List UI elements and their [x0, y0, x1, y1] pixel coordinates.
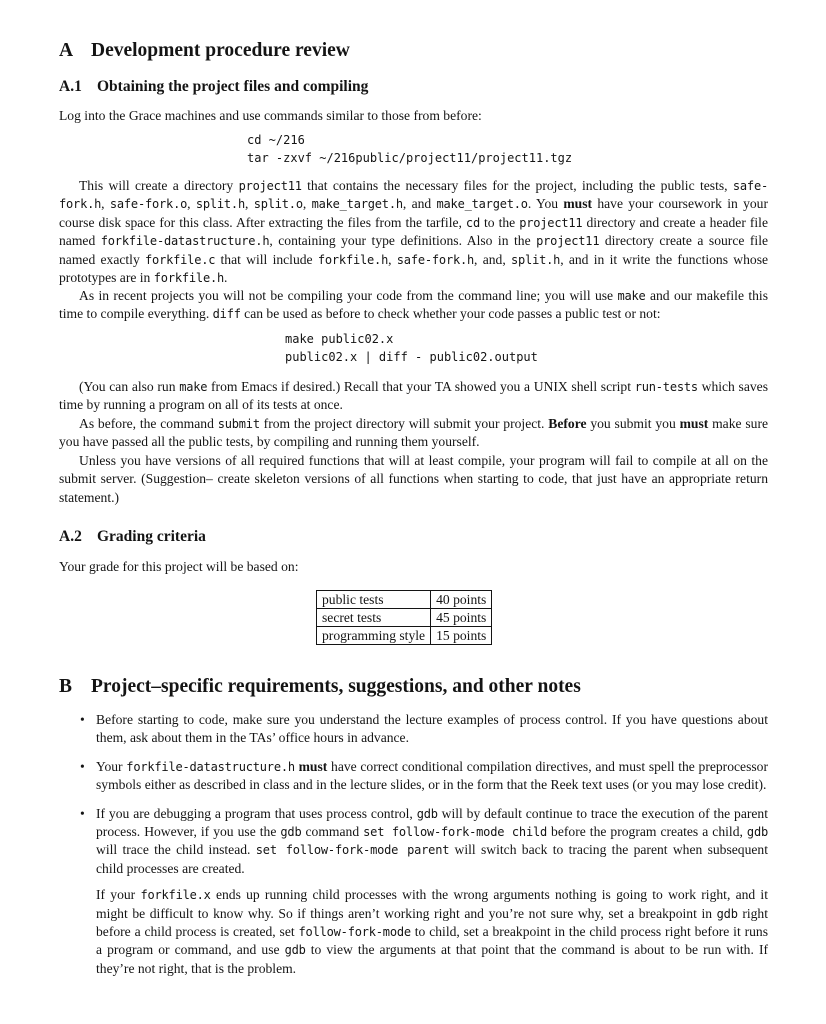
bullet-symbol: • — [80, 712, 85, 727]
inline-code: make_target.h — [311, 197, 403, 212]
inline-code: forkfile.x — [140, 888, 211, 903]
requirements-list — [80, 711, 768, 978]
inline-code: project11 — [536, 234, 600, 249]
grading-item: public tests — [317, 591, 431, 609]
section-b-heading — [59, 676, 581, 698]
inline-code: cd — [465, 215, 480, 230]
code-line: tar -zxvf ~/216public/project11/project11.tgz — [247, 151, 573, 166]
inline-code: gdb — [716, 906, 738, 921]
inline-code: project11 — [519, 215, 583, 230]
inline-code: forkfile.h — [153, 271, 225, 286]
inline-code: gdb — [284, 943, 306, 958]
emphasis-text: Before — [548, 416, 587, 431]
inline-code: split.h — [195, 197, 245, 212]
inline-code: make — [617, 289, 646, 303]
grading-points: 40 points — [431, 591, 492, 609]
inline-code: gdb — [746, 825, 768, 840]
inline-code: follow-fork-mode — [298, 925, 411, 940]
grading-item: secret tests — [317, 609, 431, 627]
inline-code: safe-fork.h — [396, 252, 475, 267]
paragraph-run-tests: (You can also run make from Emacs if desired.) Recall that your TA showed you a UNIX shell script run-tests which saves time by running a program on all of its tests at once. — [59, 379, 768, 413]
section-a-number: A — [59, 40, 74, 61]
subsection-a1-number: A.1 — [59, 78, 82, 95]
section-a-title: Development procedure review — [91, 40, 350, 61]
inline-code: split.h — [511, 252, 561, 267]
inline-code: set follow-fork-mode child — [363, 825, 548, 840]
list-item-text: If you are debugging a program that uses process control, gdb will by default continue to trace the execution of the parent process. However, if you use the gdb command set follow-fork-mode child before the program creates a child, gdb will trace the child instead. set follow-fork-mode parent will switch back to tracing the parent when subsequent child processes are created. — [96, 805, 769, 876]
inline-code: submit — [217, 417, 260, 431]
subsection-a1-heading — [59, 78, 368, 96]
grading-item: programming style — [317, 627, 431, 645]
section-a-heading — [59, 40, 350, 62]
code-line: public02.x | diff - public02.output — [285, 350, 538, 365]
inline-code: make_target.o — [436, 197, 528, 212]
grading-points: 45 points — [431, 609, 492, 627]
inline-code: make — [179, 380, 208, 394]
subsection-a2-heading — [59, 528, 206, 546]
grading-points: 15 points — [431, 627, 492, 645]
inline-code: diff — [212, 307, 241, 322]
inline-code: safe-fork.o — [109, 197, 188, 212]
list-item — [80, 711, 768, 748]
table-row — [317, 591, 492, 609]
list-item-text: Your forkfile-datastructure.h must have correct conditional compilation directives, and must spell the preprocessor symbols either as described in class and in the lecture slides, or in the form that the Reek text uses (or you may lose credit). — [96, 758, 768, 793]
paragraph-make: As in recent projects you will not be compiling your code from the command line; you will use make and our makefile this time to compile everything. diff can be used as before to check whether your code passes a public test or not: — [59, 288, 768, 322]
section-b-title: Project–specific requirements, suggestions, and other notes — [91, 676, 581, 697]
inline-code: run-tests — [634, 380, 698, 394]
paragraph-submit: As before, the command submit from the project directory will submit your project. Before you submit you must make sure you have passed all the public tests, by compiling and running them yourself. — [59, 416, 768, 450]
inline-code: split.o — [253, 197, 303, 212]
emphasis-text: must — [563, 196, 593, 212]
paragraph-directory: This will create a directory project11 that contains the necessary files for the project, including the public tests, safe-fork.h, safe-fork.o, split.h, split.o, make_target.h, and make_target.o. You must have your coursework in your course disk space for this class. After extracting the files from the tarfile, cd to the project11 directory and create a header file named forkfile-datastructure.h, containing your type definitions. Also in the project11 directory create a source file named exactly forkfile.c that will include forkfile.h, safe-fork.h, and, split.h, and in it write the functions whose prototypes are in forkfile.h. — [59, 178, 769, 286]
grading-intro: Your grade for this project will be based on: — [59, 559, 299, 574]
paragraph-compile-warning: Unless you have versions of all required functions that will at least compile, your program will fail to compile at all on the submit server. (Suggestion– create skeleton versions of all functions when starting to code, that just have an appropriate return statement.) — [59, 453, 768, 505]
subsection-a1-title: Obtaining the project files and compiling — [97, 78, 369, 95]
list-item — [80, 758, 768, 795]
inline-code: gdb — [280, 825, 302, 840]
list-item-text: Before starting to code, make sure you understand the lecture examples of process control. If you have questions about them, ask about them in the TAs’ office hours in advance. — [96, 712, 768, 746]
list-item-text: If your forkfile.x ends up running child processes with the wrong arguments nothing is going to work right, and it might be difficult to know why. So if things aren’t working right and you’re not sure why, set a breakpoint in gdb right before a child process is created, set follow-fork-mode to child, set a breakpoint in the child process right before it runs a program or command, and use gdb to view the arguments at that point that the command is about to be run with. If they’re not right, that is the problem. — [96, 887, 768, 976]
table-row — [317, 609, 492, 627]
bullet-symbol: • — [80, 758, 85, 774]
subsection-a2-title: Grading criteria — [97, 528, 206, 545]
code-block-make — [285, 330, 538, 367]
emphasis-text: must — [679, 416, 709, 431]
subsection-a2-number: A.2 — [59, 528, 82, 545]
inline-code: forkfile.h — [317, 252, 389, 267]
intro-paragraph: Log into the Grace machines and use commands similar to those from before: — [59, 108, 482, 123]
bullet-symbol: • — [80, 805, 85, 821]
code-line: cd ~/216 — [247, 133, 305, 147]
grading-table — [316, 590, 492, 645]
inline-code: safe-fork.h — [59, 179, 768, 212]
section-b-number: B — [59, 676, 73, 697]
inline-code: set follow-fork-mode parent — [255, 843, 450, 858]
code-line: make public02.x — [285, 332, 394, 346]
inline-code: forkfile-datastructure.h — [126, 759, 295, 774]
code-block-extract — [247, 131, 572, 168]
inline-code: project11 — [238, 179, 302, 193]
emphasis-text: must — [298, 758, 328, 774]
inline-code: forkfile.c — [145, 252, 216, 267]
inline-code: forkfile-datastructure.h — [100, 234, 270, 249]
list-item — [80, 805, 768, 979]
table-row — [317, 627, 492, 645]
inline-code: gdb — [416, 806, 438, 821]
